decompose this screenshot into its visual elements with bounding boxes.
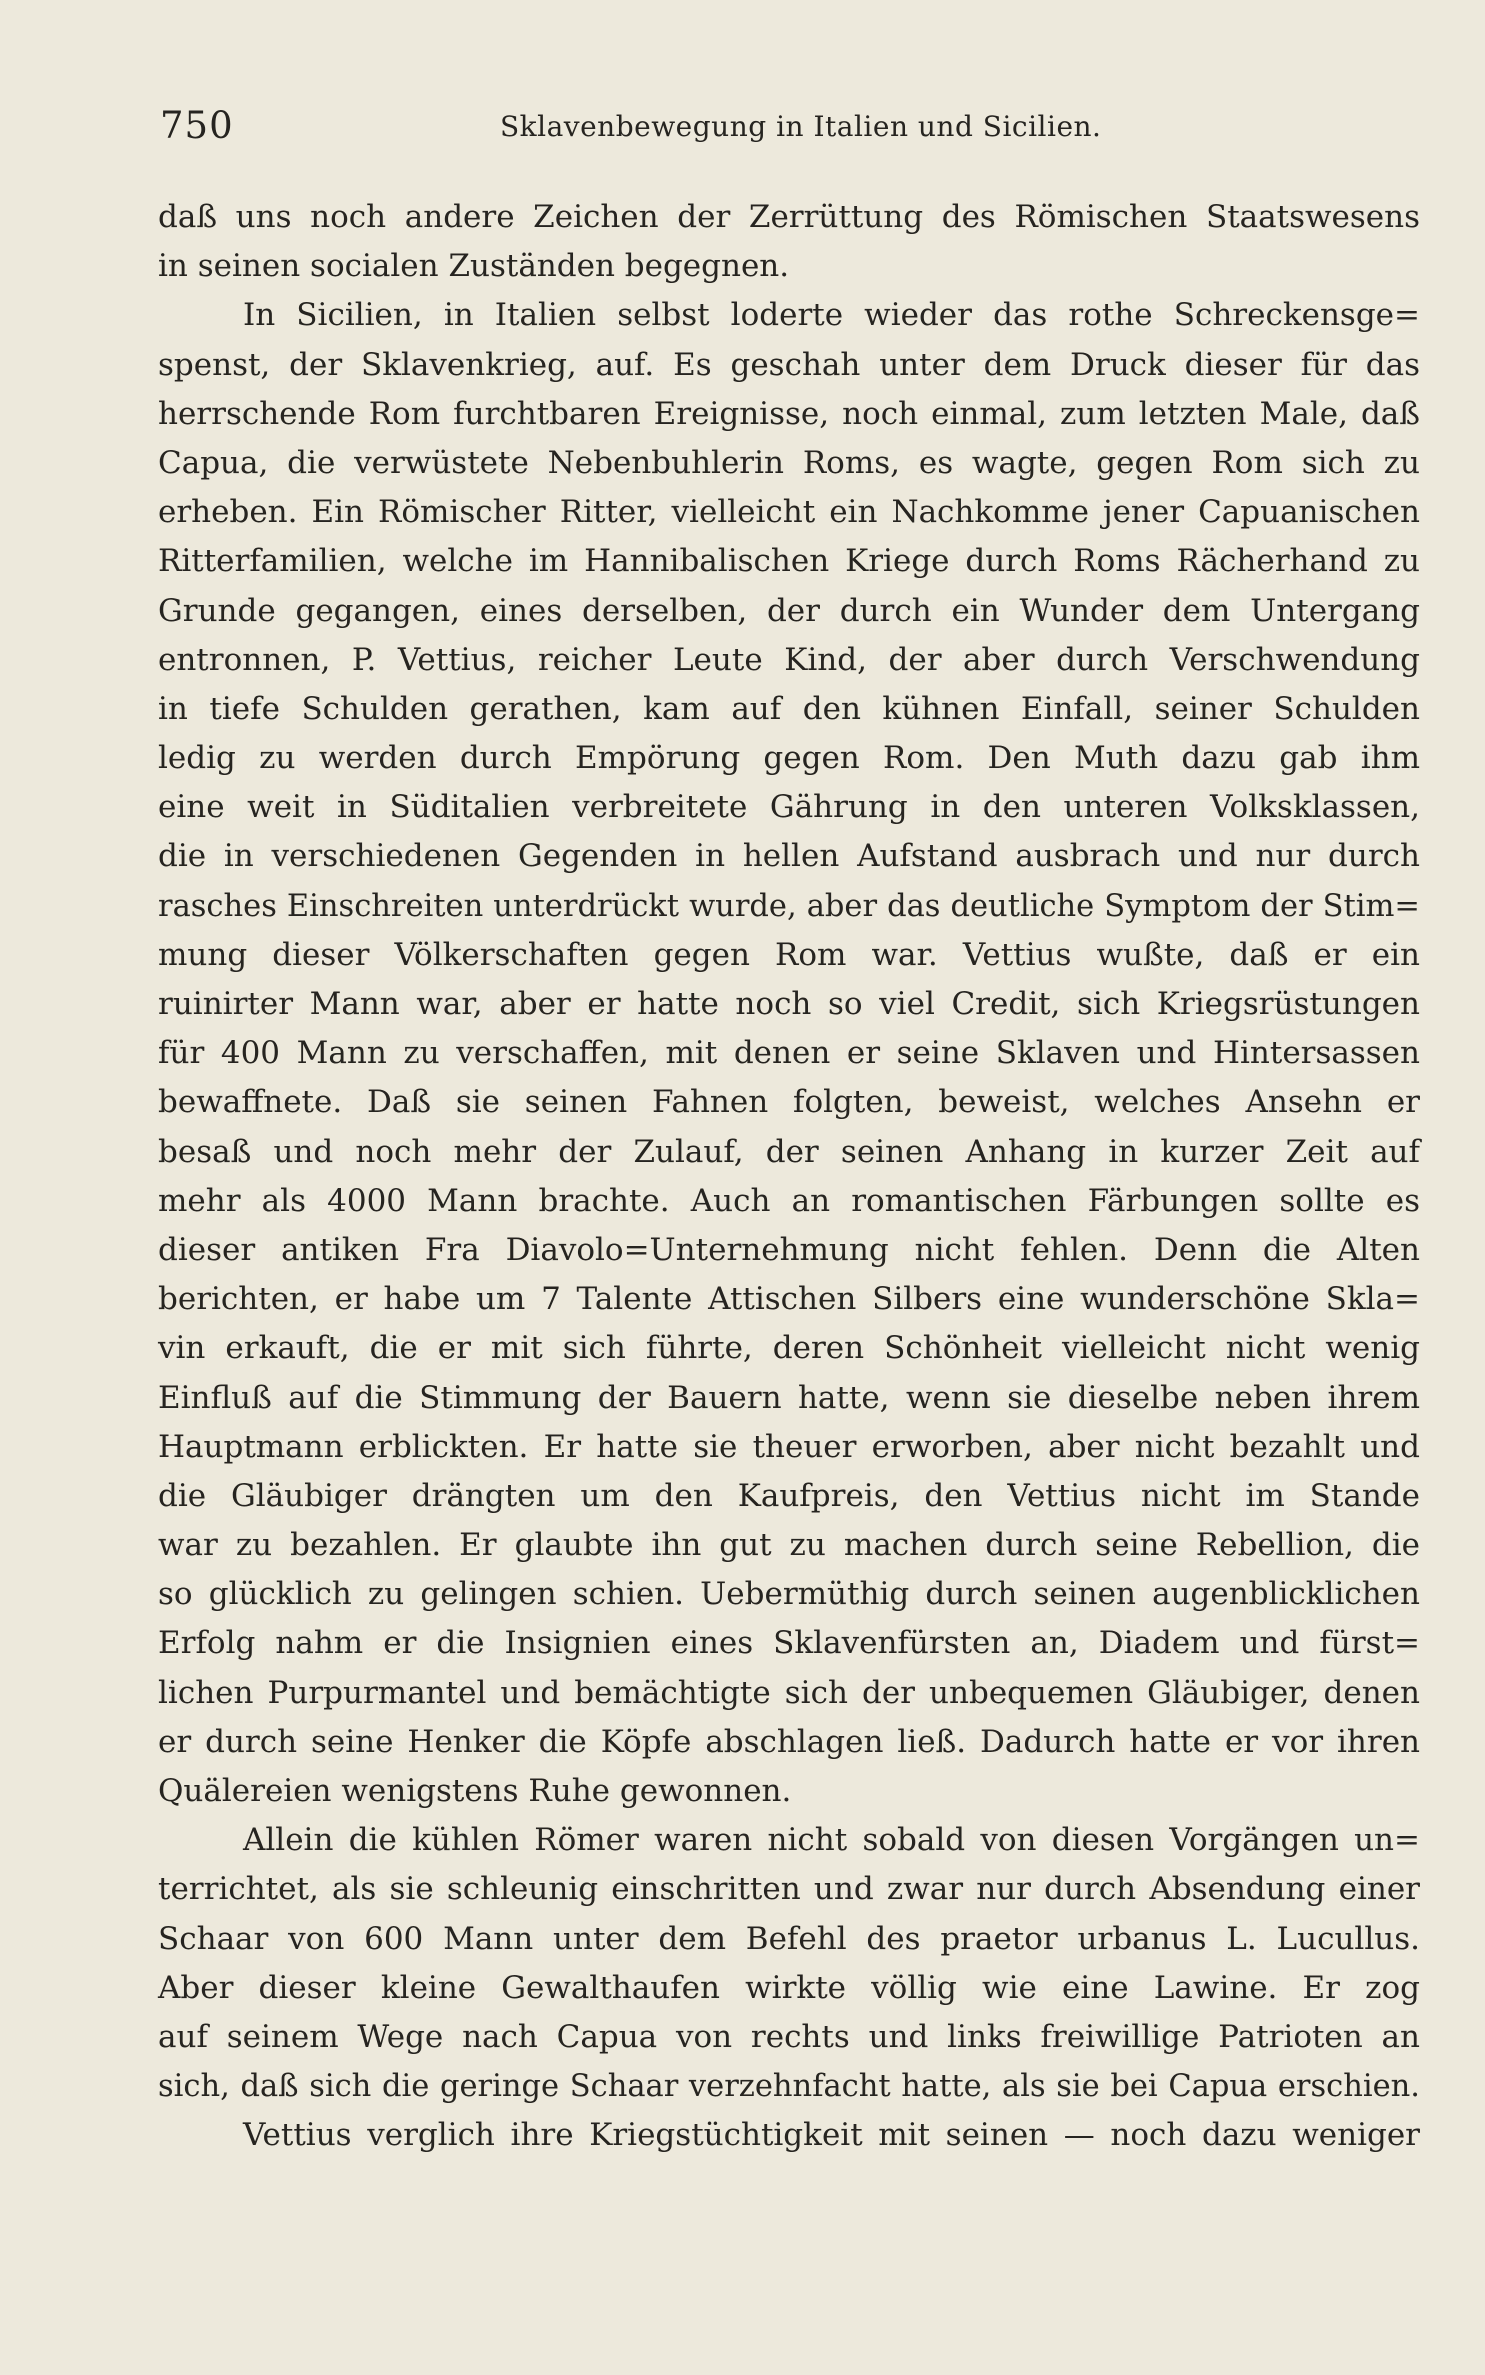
text-line: Allein die kühlen Römer waren nicht sobald von diesen Vorgängen un=	[243, 1822, 1420, 1859]
text-line: sich, daß sich die geringe Schaar verzehnfacht hatte, als sie bei Capua erschien.	[158, 2069, 1420, 2105]
body-text	[158, 193, 1420, 2161]
text-line: lichen Purpurmantel und bemächtigte sich der unbequemen Gläubiger, denen	[158, 1674, 1420, 1711]
text-line: war zu bezahlen. Er glaubte ihn gut zu machen durch seine Rebellion, die	[158, 1527, 1420, 1564]
text-line: für 400 Mann zu verschaffen, mit denen er seine Sklaven und Hintersassen	[158, 1035, 1420, 1072]
text-line: daß uns noch andere Zeichen der Zerrüttung des Römischen Staatswesens	[158, 199, 1420, 235]
text-line: In Sicilien, in Italien selbst loderte wieder das rothe Schreckensge=	[243, 297, 1420, 334]
text-line: mehr als 4000 Mann brachte. Auch an romantischen Färbungen sollte es	[158, 1182, 1420, 1219]
page-header	[160, 100, 1420, 160]
text-line: Quälereien wenigstens Ruhe gewonnen.	[158, 1773, 792, 1809]
text-line: Aber dieser kleine Gewalthaufen wirkte völlig wie eine Lawine. Er zog	[158, 1969, 1420, 2006]
text-line: die in verschiedenen Gegenden in hellen Aufstand ausbrach und nur durch	[158, 838, 1420, 875]
text-line: spenst, der Sklavenkrieg, auf. Es geschah unter dem Druck dieser für das	[158, 346, 1420, 383]
text-line: herrschende Rom furchtbaren Ereignisse, noch einmal, zum letzten Male, daß	[158, 395, 1420, 432]
text-line: in tiefe Schulden gerathen, kam auf den kühnen Einfall, seiner Schulden	[158, 690, 1420, 727]
text-line: ruinirter Mann war, aber er hatte noch so viel Credit, sich Kriegsrüstungen	[158, 986, 1420, 1022]
text-line: Ritterfamilien, welche im Hannibalischen Kriege durch Roms Rächerhand zu	[158, 543, 1420, 580]
text-line: er durch seine Henker die Köpfe abschlagen ließ. Dadurch hatte er vor ihren	[158, 1723, 1420, 1760]
text-line: entronnen, P. Vettius, reicher Leute Kind, der aber durch Verschwendung	[158, 641, 1420, 678]
text-line: Einfluß auf die Stimmung der Bauern hatte, wenn sie dieselbe neben ihrem	[158, 1379, 1420, 1416]
text-line: auf seinem Wege nach Capua von rechts und links freiwillige Patrioten an	[158, 2018, 1420, 2055]
text-line: dieser antiken Fra Diavolo=Unternehmung nicht fehlen. Denn die Alten	[158, 1231, 1420, 1268]
running-head: Sklavenbewegung in Italien und Sicilien.	[500, 110, 1102, 143]
text-line: Grunde gegangen, eines derselben, der durch ein Wunder dem Untergang	[158, 592, 1420, 629]
text-line: in seinen socialen Zuständen begegnen.	[158, 248, 790, 285]
text-line: ledig zu werden durch Empörung gegen Rom. Den Muth dazu gab ihm	[158, 740, 1420, 777]
text-line: terrichtet, als sie schleunig einschritten und zwar nur durch Absendung einer	[158, 1871, 1420, 1908]
text-line: Hauptmann erblickten. Er hatte sie theuer erworben, aber nicht bezahlt und	[158, 1428, 1420, 1465]
text-line: berichten, er habe um 7 Talente Attischen Silbers eine wunderschöne Skla=	[158, 1281, 1420, 1318]
text-line: die Gläubiger drängten um den Kaufpreis, den Vettius nicht im Stande	[158, 1477, 1420, 1514]
text-line: rasches Einschreiten unterdrückt wurde, aber das deutliche Symptom der Stim=	[158, 888, 1420, 924]
text-line: Erfolg nahm er die Insignien eines Sklavenfürsten an, Diadem und fürst=	[158, 1625, 1420, 1662]
text-line: Capua, die verwüstete Nebenbuhlerin Roms, es wagte, gegen Rom sich zu	[158, 444, 1420, 481]
text-line: erheben. Ein Römischer Ritter, vielleicht ein Nachkomme jener Capuanischen	[158, 494, 1420, 531]
text-line: so glücklich zu gelingen schien. Uebermüthig durch seinen augenblicklichen	[158, 1576, 1420, 1613]
text-line: Schaar von 600 Mann unter dem Befehl des praetor urbanus L. Lucullus.	[158, 1920, 1420, 1957]
text-line: mung dieser Völkerschaften gegen Rom war. Vettius wußte, daß er ein	[158, 936, 1420, 973]
text-line: bewaffnete. Daß sie seinen Fahnen folgten, beweist, welches Ansehn er	[158, 1084, 1420, 1121]
text-line: vin erkauft, die er mit sich führte, deren Schönheit vielleicht nicht wenig	[158, 1330, 1420, 1367]
text-line: Vettius verglich ihre Kriegstüchtigkeit mit seinen — noch dazu weniger	[243, 2117, 1420, 2154]
page-number: 750	[160, 104, 234, 147]
text-line: besaß und noch mehr der Zulauf, der seinen Anhang in kurzer Zeit auf	[158, 1133, 1420, 1170]
text-line: eine weit in Süditalien verbreitete Gährung in den unteren Volksklassen,	[158, 789, 1420, 826]
